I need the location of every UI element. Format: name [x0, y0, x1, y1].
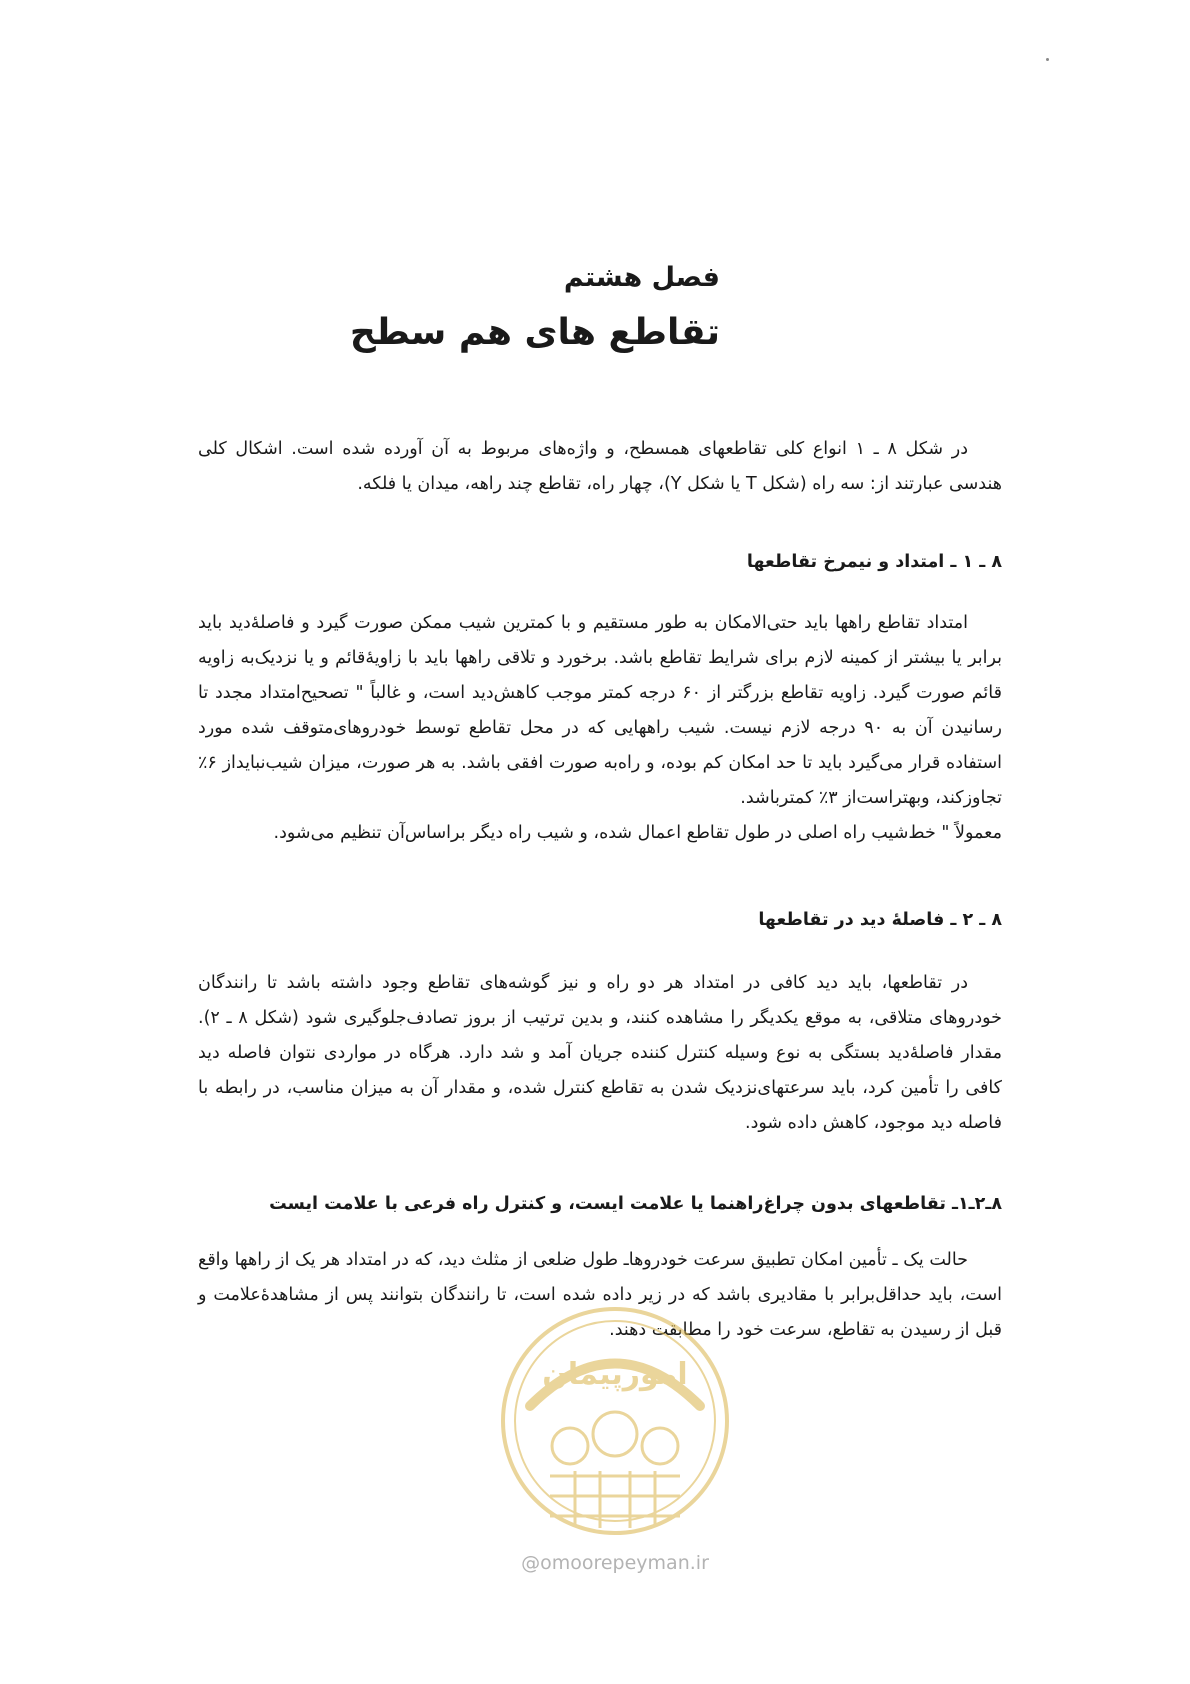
section-heading-8-2: ۸ ـ ۲ ـ فاصلهٔ دید در تقاطعها	[758, 910, 1002, 930]
scan-mark	[1046, 58, 1049, 61]
section-8-2-body	[198, 966, 1002, 1141]
intro-paragraph: در شکل ۸ ـ ۱ انواع کلی تقاطعهای همسطح، و واژه‌های مربوط به آن آورده شده است. اشکال کلی هندسی عبارتند از: سه راه (شکل T یا شکل Y)، چهار راه، تقاطع چند راهه، میدان یا فلکه.	[198, 439, 1002, 494]
chapter-title: تقاطع های هم سطح	[349, 312, 720, 353]
section-8-1-body	[198, 606, 1002, 851]
section-8-1-paragraph-2: معمولاً " خط‌شیب راه اصلی در طول تقاطع اعمال شده، و شیب راه دیگر براساس‌آن تنظیم می‌شود.	[273, 823, 1002, 843]
watermark-logo	[490, 1296, 740, 1546]
section-8-1-paragraph-1: امتداد تقاطع راهها باید حتی‌الامکان به طور مستقیم و با کمترین شیب ممکن صورت گیرد و فاصله‌ٔدید باید برابر یا بیشتر از کمینه لازم برای شرایط تقاطع باشد. برخورد و تلاقی راهها باید با زاویه‌ٔقائم و یا نزدیک‌به زاویه قائم صورت گیرد. زاویه تقاطع بزرگتر از ۶۰ درجه کمتر موجب کاهش‌دید است، و غالباً " تصحیح‌امتداد مجدد تا رسانیدن آن به ۹۰ درجه لازم نیست. شیب راههایی که در محل تقاطع توسط خودروهای‌متوقف شده مورد استفاده قرار می‌گیرد باید تا حد امکان کم بوده، و راه‌به صورت افقی باشد. به هر صورت، میزان شیب‌نباید‌از ۶٪ تجاوزکند، وبهتراست‌از ۳٪ کمترباشد.	[198, 613, 1002, 808]
section-8-2-paragraph-1: در تقاطعها، باید دید کافی در امتداد هر دو راه و نیز گوشه‌های تقاطع وجود داشته باشد تا رانندگان خودروهای متلاقی، به موقع یکدیگر را مشاهده کنند، و بدین ترتیب از بروز تصادف‌جلوگیری شود (شکل ۸ ـ ۲). مقدار فاصلهٔ‌دید بستگی به نوع وسیله کنترل کننده جریان آمد و شد دارد. هرگاه در مواردی نتوان فاصله دید کافی را تأمین کرد، باید سرعتهای‌نزدیک شدن به تقاطع کنترل شده، و مقدار آن به میزان مناسب، در رابطه با فاصله دید موجود، کاهش داده شود.	[198, 973, 1002, 1133]
intro-paragraph-block	[198, 432, 1002, 502]
section-heading-8-2-1: ۸ـ۲ـ۱ـ تقاطعهای بدون چراغ‌راهنما یا علامت ایست، و کنترل راه فرعی با علامت ایست	[269, 1194, 1002, 1214]
chapter-label: فصل هشتم	[563, 262, 720, 293]
section-heading-8-1: ۸ ـ ۱ ـ امتداد و نیمرخ تقاطعها	[746, 552, 1002, 572]
watermark-url: @omoorepeyman.ir	[521, 1552, 709, 1574]
section-8-2-1-paragraph-1: حالت یک ـ تأمین امکان تطبیق سرعت خودروهاـ طول ضلعی از مثلث دید، که در امتداد هر یک از راهها واقع است، باید حداقل‌برابر با مقادیری باشد که در زیر داده شده است، تا رانندگان بتوانند پس از مشاهدهٔ‌علامت و قبل از رسیدن به تقاطع، سرعت خود را مطابقت دهند.	[198, 1250, 1002, 1340]
watermark-arc-text: امورپیمان	[542, 1357, 688, 1392]
